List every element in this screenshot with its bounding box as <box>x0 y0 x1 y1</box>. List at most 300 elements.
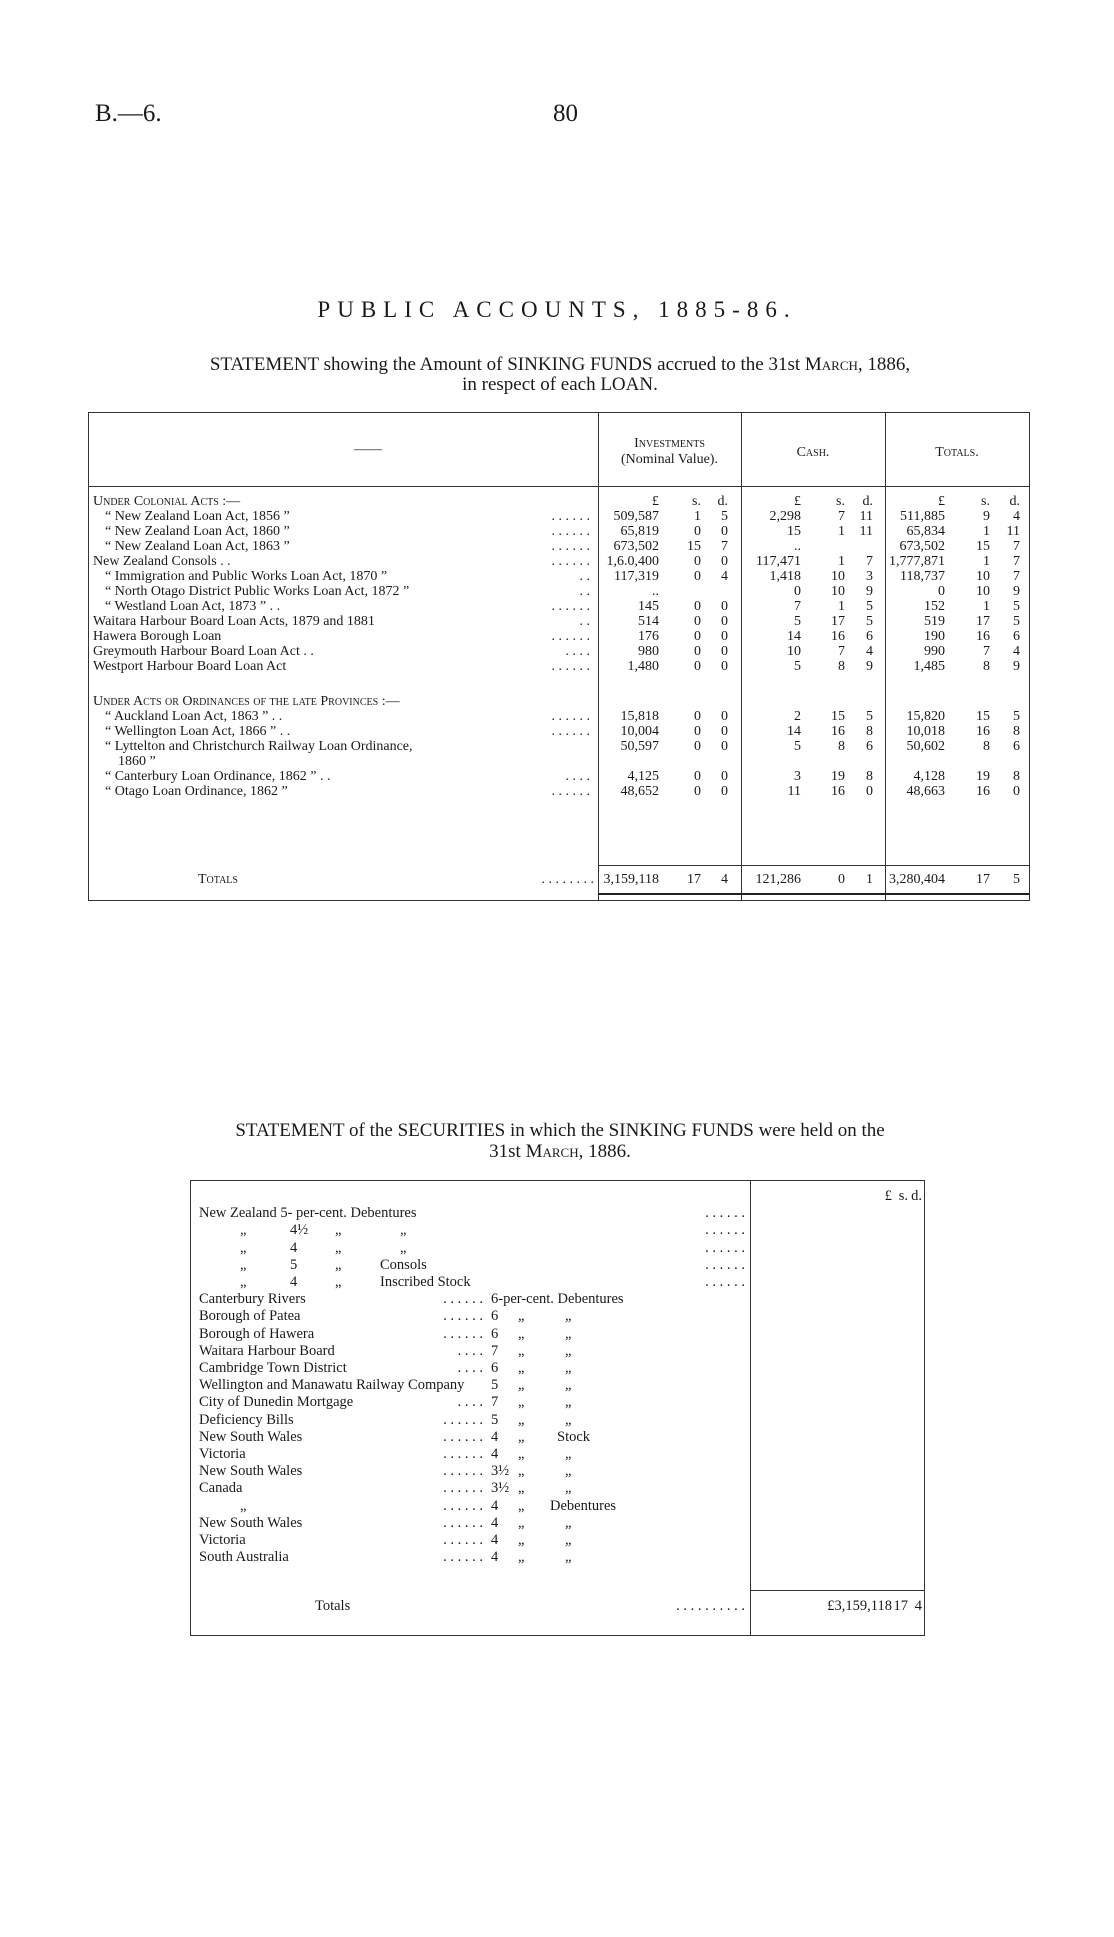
money-s: 17 <box>893 1598 908 1614</box>
money-tot-l: 10,018 <box>906 724 945 739</box>
unit-cash-s: s. <box>836 494 845 509</box>
security-name: Deficiency Bills <box>199 1411 294 1428</box>
money-tot-d: 8 <box>1013 769 1020 784</box>
rate: 4 <box>290 1274 298 1290</box>
table-row <box>190 1291 925 1308</box>
rate: 7 <box>491 1394 499 1411</box>
money-tot-l: 673,502 <box>899 539 945 554</box>
rate: 4 <box>491 1446 499 1462</box>
money-tot-d: 9 <box>1013 659 1020 674</box>
unit-s: s. <box>898 1188 908 1204</box>
money-cash-d: 9 <box>866 584 873 599</box>
money-tot-l: 15,820 <box>906 709 945 724</box>
money-cash-s: 1 <box>838 599 845 614</box>
money-inv-d: 0 <box>721 724 728 739</box>
money-tot-s: 1 <box>983 524 990 539</box>
unit-tot-d: d. <box>1009 494 1020 509</box>
row-label: “ Auckland Loan Act, 1863 ” . . <box>105 709 283 724</box>
rate: 6 <box>491 1308 499 1325</box>
rule <box>190 1180 925 1181</box>
money-tot-s: 10 <box>976 584 990 599</box>
totals-label: Totals <box>198 872 238 887</box>
rate: 6 <box>491 1325 499 1342</box>
ditto-mark: „ <box>240 1222 247 1239</box>
rate: 4 <box>491 1532 499 1548</box>
leader-dots: . . . . . . <box>705 1274 745 1290</box>
leader-dots: . . . . . . <box>443 1446 483 1462</box>
money-cash-l: 5 <box>794 739 801 754</box>
money-inv-d: 5 <box>721 509 728 524</box>
row-label: Hawera Borough Loan <box>93 629 222 644</box>
row-label: New Zealand Consols . . <box>93 554 231 569</box>
rule <box>598 865 1030 866</box>
money-tot-d: 7 <box>1013 554 1020 569</box>
money-inv-l: 3,159,118 <box>603 872 659 887</box>
money-inv-s: 0 <box>694 784 701 799</box>
money-inv-d: 0 <box>721 769 728 784</box>
table-row <box>190 1377 925 1394</box>
money-tot-l: 0 <box>938 584 945 599</box>
money-tot-d: 6 <box>1013 739 1020 754</box>
leader-dots: . . . . . . <box>443 1308 483 1325</box>
money-inv-d: 0 <box>721 524 728 539</box>
money-inv-d: 4 <box>721 872 728 887</box>
money-inv-l: 176 <box>638 629 659 644</box>
table-row <box>88 769 1030 784</box>
page-number: 80 <box>553 100 578 127</box>
security-name: Canterbury Rivers <box>199 1291 306 1308</box>
table-row <box>190 1205 925 1222</box>
ditto-mark: „ <box>518 1411 525 1428</box>
leader-dots: . . . . <box>457 1394 483 1411</box>
money-cash-d: 9 <box>866 659 873 674</box>
money-tot-s: 15 <box>976 539 990 554</box>
money-cash-d: 7 <box>866 554 873 569</box>
leader-dots: . . . . . . <box>705 1222 745 1239</box>
money-cash-l: 121,286 <box>755 872 801 887</box>
money-cash-l: 2,298 <box>769 509 801 524</box>
table-row <box>88 584 1030 599</box>
security-name: Wellington and Manawatu Railway Company <box>199 1377 465 1394</box>
table-row <box>190 1446 925 1463</box>
money-tot-s: 8 <box>983 739 990 754</box>
money-tot-s: 16 <box>976 629 990 644</box>
money-tot-s: 9 <box>983 509 990 524</box>
statement2-heading-line2 <box>90 1142 1030 1161</box>
security-name: Cambridge Town District <box>199 1360 347 1376</box>
money-cash-l: 3 <box>794 769 801 784</box>
ditto-mark: „ <box>518 1394 525 1411</box>
money-tot-d: 7 <box>1013 569 1020 584</box>
security-name: Borough of Hawera <box>199 1325 315 1342</box>
ditto-mark: „ <box>518 1360 525 1376</box>
money-tot-s: 16 <box>976 784 990 799</box>
money-d: 4 <box>914 1598 922 1614</box>
rate: 4 <box>491 1497 499 1514</box>
ditto-mark: „ <box>518 1446 525 1462</box>
unit-inv-l: £ <box>652 494 659 509</box>
money-tot-l: 152 <box>924 599 945 614</box>
rule <box>598 893 1030 895</box>
section-colonial-acts: Under Colonial Acts :— <box>93 494 241 509</box>
money-inv-l: 10,004 <box>620 724 659 739</box>
money-inv-d: 0 <box>721 644 728 659</box>
money-tot-d: 5 <box>1013 872 1020 887</box>
money-tot-d: 4 <box>1013 509 1020 524</box>
money-tot-s: 15 <box>976 709 990 724</box>
money-cash-s: 8 <box>838 659 845 674</box>
ditto-mark: „ <box>335 1256 342 1273</box>
heading-month: March <box>525 1141 579 1162</box>
ditto-mark: „ <box>518 1342 525 1359</box>
rate: 5 <box>491 1377 499 1394</box>
security-type: „ <box>565 1549 572 1566</box>
security-name: Waitara Harbour Board <box>199 1342 335 1359</box>
money-inv-d: 0 <box>721 614 728 629</box>
row-label: Waitara Harbour Board Loan Acts, 1879 and 1881 <box>93 614 375 629</box>
leader-dots: . . . . . . <box>551 784 590 799</box>
leader-dots: . . . . . . <box>705 1239 745 1256</box>
money-inv-d: 0 <box>721 599 728 614</box>
table-row <box>88 524 1030 539</box>
money-cash-s: 0 <box>838 872 845 887</box>
row-label: “ Westland Loan Act, 1873 ” . . <box>105 599 281 614</box>
row-label: 1860 ” <box>118 754 156 769</box>
table-row <box>88 554 1030 569</box>
leader-dots: . . . . . . <box>443 1291 483 1308</box>
money-tot-s: 16 <box>976 724 990 739</box>
money-inv-s: 0 <box>694 709 701 724</box>
table-row <box>190 1308 925 1325</box>
money-l: £3,159,118 <box>827 1598 892 1614</box>
money-inv-d: 4 <box>721 569 728 584</box>
money-inv-l: .. <box>652 584 659 599</box>
money-tot-s: 17 <box>976 872 990 887</box>
money-tot-s: 7 <box>983 644 990 659</box>
unit-tot-s: s. <box>981 494 990 509</box>
heading-text: STATEMENT showing the Amount of SINKING FUNDS accrued to the 31st <box>209 354 805 375</box>
money-tot-l: 1,485 <box>913 659 945 674</box>
leader-dots: . . . . . . <box>443 1463 483 1480</box>
leader-dots: . . . . . . <box>551 554 590 569</box>
money-inv-l: 1,6.0,400 <box>606 554 659 569</box>
ditto-mark: „ <box>518 1325 525 1342</box>
row-label: “ New Zealand Loan Act, 1856 ” <box>105 509 290 524</box>
table-row <box>88 709 1030 724</box>
leader-dots: . . . . . . <box>443 1411 483 1428</box>
money-cash-s: 8 <box>838 739 845 754</box>
money-cash-l: .. <box>794 539 801 554</box>
ditto-mark: „ <box>240 1274 247 1290</box>
security-type: „ <box>565 1446 572 1462</box>
security-type: „ <box>565 1514 572 1531</box>
money-cash-d: 5 <box>866 599 873 614</box>
money-tot-s: 8 <box>983 659 990 674</box>
money-inv-l: 48,652 <box>620 784 659 799</box>
money-inv-s: 0 <box>694 644 701 659</box>
unit-d: d. <box>911 1188 922 1204</box>
money-tot-d: 11 <box>1006 524 1020 539</box>
statement1-heading-line1 <box>90 355 1030 374</box>
money-inv-s: 0 <box>694 554 701 569</box>
ditto-mark: „ <box>335 1222 342 1239</box>
money-cash-d: 8 <box>866 724 873 739</box>
money-cash-d: 11 <box>859 509 873 524</box>
money-inv-s: 0 <box>694 659 701 674</box>
money-tot-d: 8 <box>1013 724 1020 739</box>
money-inv-l: 980 <box>638 644 659 659</box>
money-tot-l: 4,128 <box>913 769 945 784</box>
money-tot-d: 6 <box>1013 629 1020 644</box>
leader-dots: . . . . . . <box>443 1497 483 1514</box>
money-tot-d: 4 <box>1013 644 1020 659</box>
security-name: Victoria <box>199 1446 246 1462</box>
rule <box>88 900 1030 901</box>
heading-text: , 1886, <box>857 354 911 375</box>
leader-dots: . . . . . . <box>443 1325 483 1342</box>
security-type: Stock <box>557 1428 591 1445</box>
money-cash-l: 5 <box>794 659 801 674</box>
unit-cash-d: d. <box>862 494 873 509</box>
rate: 4 <box>491 1549 499 1566</box>
table-row <box>190 1360 925 1377</box>
money-tot-s: 10 <box>976 569 990 584</box>
security-type: „ <box>565 1411 572 1428</box>
table-row <box>190 1412 925 1429</box>
money-inv-s: 0 <box>694 569 701 584</box>
table-row <box>88 659 1030 674</box>
row-label: “ Lyttelton and Christchurch Railway Loan Ordinance, <box>105 739 413 754</box>
security-name: New Zealand 5- per-cent. Debentures <box>199 1205 417 1222</box>
row-label: “ North Otago District Public Works Loan Act, 1872 ” <box>105 584 410 599</box>
ditto-mark: „ <box>518 1308 525 1325</box>
table-row <box>190 1429 925 1446</box>
unit-l: £ <box>884 1188 892 1204</box>
money-cash-s: 10 <box>831 584 845 599</box>
row-label: “ New Zealand Loan Act, 1860 ” <box>105 524 290 539</box>
table-row <box>88 599 1030 614</box>
unit-inv-d: d. <box>717 494 728 509</box>
money-cash-d: 6 <box>866 739 873 754</box>
money-cash-l: 1,418 <box>769 569 801 584</box>
row-label: Westport Harbour Board Loan Act <box>93 659 287 674</box>
security-name: City of Dunedin Mortgage <box>199 1394 354 1411</box>
money-cash-s: 17 <box>831 614 845 629</box>
section-heading <box>88 494 1030 509</box>
money-tot-d: 7 <box>1013 539 1020 554</box>
money-cash-l: 0 <box>794 584 801 599</box>
rate: 4½ <box>290 1222 309 1239</box>
row-label: “ Canterbury Loan Ordinance, 1862 ” . . <box>105 769 331 784</box>
money-inv-d: 0 <box>721 629 728 644</box>
totals-row <box>190 1598 925 1615</box>
money-cash-l: 14 <box>787 629 801 644</box>
table-row <box>190 1274 925 1291</box>
leader-dots: . . . . . . <box>551 629 590 644</box>
leader-dots: . . . . . . . . <box>541 872 594 887</box>
heading-text: 31st <box>489 1141 526 1162</box>
money-inv-d: 0 <box>721 659 728 674</box>
column-header-investments: Investments <box>634 436 705 451</box>
security-name: New South Wales <box>199 1428 303 1445</box>
securities-table <box>190 1180 925 1636</box>
money-cash-d: 6 <box>866 629 873 644</box>
table-row <box>88 724 1030 739</box>
leader-dots: . . . . . . . . . . <box>676 1598 745 1614</box>
money-tot-l: 118,737 <box>900 569 945 584</box>
money-cash-s: 1 <box>838 554 845 569</box>
totals-row <box>88 872 1030 887</box>
security-type: „ <box>565 1532 572 1548</box>
money-cash-s: 16 <box>831 629 845 644</box>
rate: 4 <box>491 1514 499 1531</box>
ditto-mark: „ <box>335 1239 342 1256</box>
ditto-mark: „ <box>518 1463 525 1480</box>
money-inv-s: 0 <box>694 769 701 784</box>
leader-dots: . . . . . . <box>443 1514 483 1531</box>
money-inv-s: 0 <box>694 739 701 754</box>
statement2-heading-line1: STATEMENT of the SECURITIES in which the SINKING FUNDS were held on the <box>235 1120 885 1141</box>
rate: 4 <box>491 1428 499 1445</box>
table-row <box>190 1257 925 1274</box>
money-tot-d: 5 <box>1013 709 1020 724</box>
money-tot-l: 65,834 <box>906 524 945 539</box>
ditto-mark: „ <box>518 1514 525 1531</box>
table-row <box>190 1532 925 1549</box>
rule <box>750 1590 925 1591</box>
column-header-cash: Cash. <box>796 445 830 460</box>
leader-dots: . . . . <box>565 769 590 784</box>
table-row <box>190 1240 925 1257</box>
table-row <box>190 1515 925 1532</box>
money-cash-l: 2 <box>794 709 801 724</box>
rate: 3½ <box>491 1463 510 1480</box>
money-inv-d: 7 <box>721 539 728 554</box>
leader-dots: . . . . . . <box>551 709 590 724</box>
ditto-mark: „ <box>518 1480 525 1497</box>
security-name: New South Wales <box>199 1463 303 1480</box>
money-cash-d: 11 <box>859 524 873 539</box>
money-tot-d: 5 <box>1013 599 1020 614</box>
leader-dots: . . . . . . <box>443 1532 483 1548</box>
money-tot-l: 511,885 <box>900 509 945 524</box>
rule <box>190 1635 925 1636</box>
table-row <box>190 1549 925 1566</box>
section-provinces: Under Acts or Ordinances of the late Provinces :— <box>93 694 400 709</box>
money-inv-d: 0 <box>721 784 728 799</box>
money-cash-l: 10 <box>787 644 801 659</box>
money-inv-s: 0 <box>694 524 701 539</box>
rate: 4 <box>290 1239 298 1256</box>
unit-inv-s: s. <box>692 494 701 509</box>
money-cash-d: 8 <box>866 769 873 784</box>
security-name: Canada <box>199 1480 243 1497</box>
money-cash-s: 10 <box>831 569 845 584</box>
table-row <box>88 644 1030 659</box>
ditto-mark: „ <box>518 1428 525 1445</box>
security-type: „ <box>565 1377 572 1394</box>
security-type: „ <box>565 1360 572 1376</box>
table-row <box>88 739 1030 754</box>
money-cash-d: 0 <box>866 784 873 799</box>
rate: 5 <box>491 1411 499 1428</box>
security-type: „ <box>565 1480 572 1497</box>
money-cash-d: 4 <box>866 644 873 659</box>
rate: 6 <box>491 1360 499 1376</box>
money-cash-s: 15 <box>831 709 845 724</box>
rule <box>88 412 1030 413</box>
ditto-mark: „ <box>240 1239 247 1256</box>
leader-dots: . . . . . . <box>551 599 590 614</box>
money-tot-l: 519 <box>924 614 945 629</box>
security-name: „ <box>240 1497 247 1514</box>
table-row <box>190 1463 925 1480</box>
table-row <box>88 629 1030 644</box>
table-row <box>190 1480 925 1497</box>
ditto-mark: „ <box>518 1377 525 1394</box>
leader-dots: . . . . . . <box>443 1549 483 1566</box>
money-cash-s: 16 <box>831 784 845 799</box>
leader-dots: . . . . . . <box>705 1256 745 1273</box>
money-inv-s: 0 <box>694 724 701 739</box>
ditto-mark: „ <box>518 1497 525 1514</box>
table-row <box>190 1343 925 1360</box>
security-name: South Australia <box>199 1549 289 1566</box>
money-inv-l: 15,818 <box>620 709 659 724</box>
money-inv-l: 145 <box>638 599 659 614</box>
leader-dots: . . . . . . <box>443 1428 483 1445</box>
security-type: „ <box>565 1325 572 1342</box>
money-tot-l: 190 <box>924 629 945 644</box>
money-tot-l: 990 <box>924 644 945 659</box>
money-inv-l: 673,502 <box>613 539 659 554</box>
money-tot-l: 1,777,871 <box>889 554 945 569</box>
security-type: Debentures <box>550 1497 617 1514</box>
table-row <box>88 539 1030 554</box>
security-type: „ <box>565 1463 572 1480</box>
row-label: “ Wellington Loan Act, 1866 ” . . <box>105 724 291 739</box>
section-heading <box>88 694 1030 709</box>
column-header-nominal-value: (Nominal Value). <box>621 452 718 467</box>
table-row <box>190 1222 925 1239</box>
money-cash-s: 16 <box>831 724 845 739</box>
leader-dots: . . . . <box>457 1342 483 1359</box>
money-inv-d: 0 <box>721 554 728 569</box>
money-inv-s: 17 <box>687 872 701 887</box>
leader-dots: . . . . . . <box>705 1205 745 1222</box>
ditto-mark: „ <box>335 1274 342 1290</box>
sinking-funds-table <box>88 412 1030 902</box>
rate: 5 <box>290 1256 298 1273</box>
rule <box>88 486 1030 487</box>
leader-dots: . . . . . . <box>551 509 590 524</box>
money-inv-s: 15 <box>687 539 701 554</box>
money-tot-d: 0 <box>1013 784 1020 799</box>
money-cash-d: 3 <box>866 569 873 584</box>
money-cash-l: 7 <box>794 599 801 614</box>
money-cash-l: 5 <box>794 614 801 629</box>
money-cash-l: 15 <box>787 524 801 539</box>
table-row <box>88 614 1030 629</box>
money-tot-s: 17 <box>976 614 990 629</box>
money-cash-d: 5 <box>866 709 873 724</box>
row-label: “ Immigration and Public Works Loan Act, 1870 ” <box>105 569 388 584</box>
money-inv-l: 1,480 <box>627 659 659 674</box>
money-cash-s: 7 <box>838 644 845 659</box>
ditto-mark: „ <box>518 1532 525 1548</box>
money-inv-l: 514 <box>638 614 659 629</box>
unit-tot-l: £ <box>938 494 945 509</box>
